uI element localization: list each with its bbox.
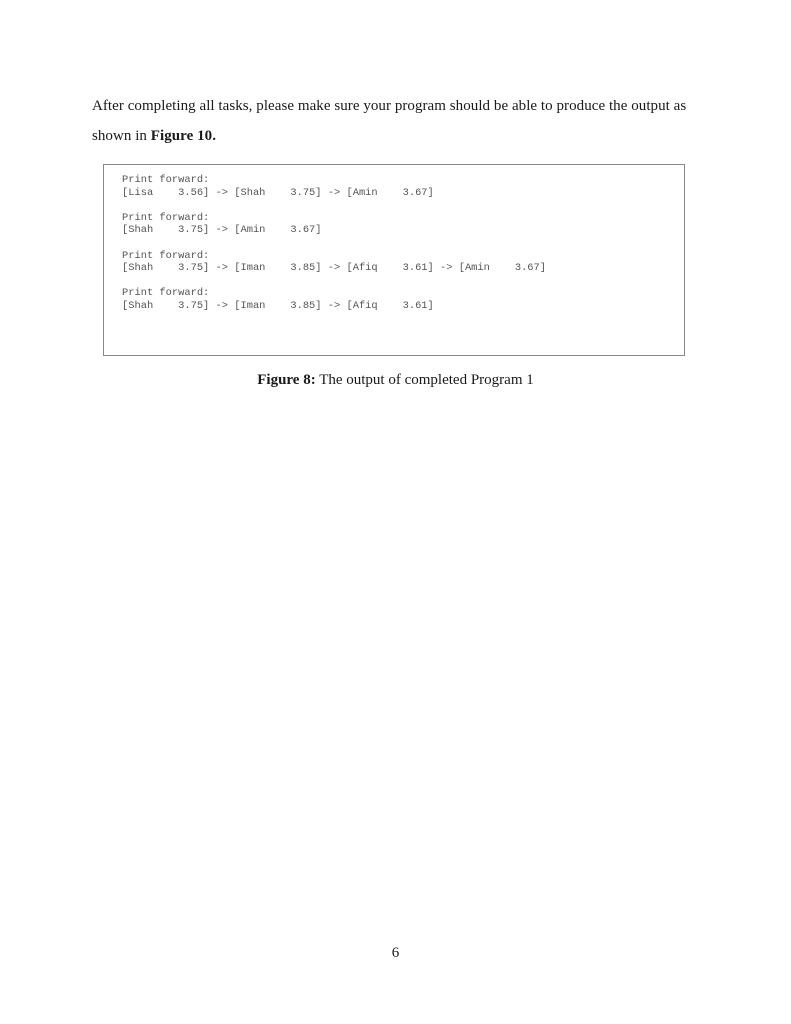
linked-list-line: [Shah 3.75] -> [Iman 3.85] -> [Afiq 3.61] -> [Amin 3.67] <box>122 262 547 275</box>
output-block-1 <box>122 174 546 199</box>
output-header: Print forward: <box>122 211 210 224</box>
output-header: Print forward: <box>122 174 210 186</box>
output-header: Print forward: <box>122 249 210 262</box>
linked-list-line: [Shah 3.75] -> [Iman 3.85] -> [Afiq 3.61] <box>122 299 434 312</box>
program-output-figure <box>103 164 685 356</box>
intro-text: After completing all tasks, please make sure your program should be able to produce the output as shown in <box>92 98 687 144</box>
output-block-3 <box>122 250 546 275</box>
console-output <box>122 174 546 325</box>
output-block-2 <box>122 212 546 237</box>
linked-list-line: [Lisa 3.56] -> [Shah 3.75] -> [Amin 3.67] <box>122 186 434 199</box>
output-block-4 <box>122 287 546 312</box>
figure-reference: Figure 10. <box>150 128 217 144</box>
caption-label: Figure 8: <box>257 372 316 388</box>
caption-text: The output of completed Program 1 <box>315 372 534 388</box>
figure-caption <box>0 372 791 389</box>
linked-list-line: [Shah 3.75] -> [Amin 3.67] <box>122 224 322 237</box>
page-number: 6 <box>391 945 400 961</box>
output-header: Print forward: <box>122 287 210 300</box>
intro-paragraph <box>92 91 707 151</box>
